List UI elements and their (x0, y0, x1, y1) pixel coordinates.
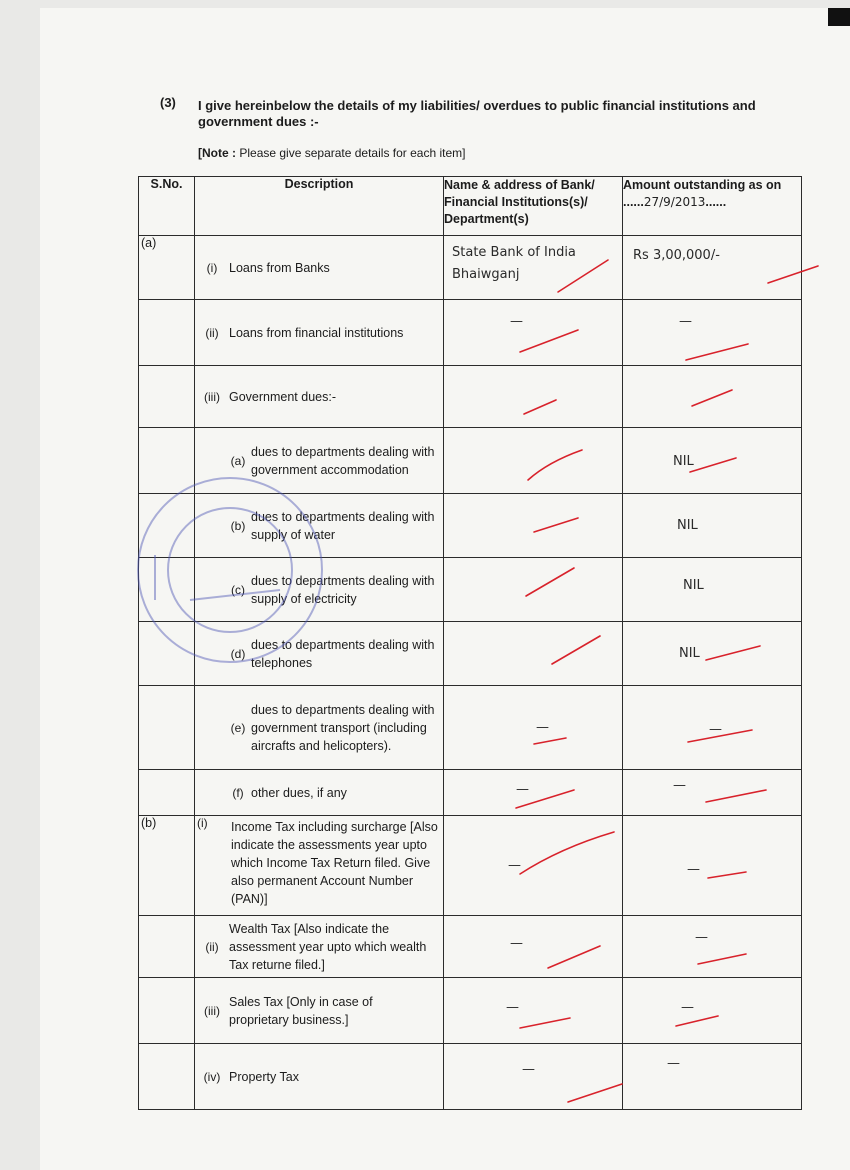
section-title: I give hereinbelow the details of my liabilities/ overdues to public financial institutions and government dues :- (198, 98, 756, 129)
amount-cell (623, 770, 802, 816)
row-number: (ii) (205, 325, 219, 340)
header-amount-dots-before: ...... (623, 195, 644, 209)
note-label: [Note : (198, 146, 236, 160)
sno-cell (139, 686, 195, 770)
handwritten-amount: — (695, 930, 708, 945)
amount-cell (623, 978, 802, 1044)
sub-number: (e) (230, 720, 246, 735)
amount-cell (623, 1044, 802, 1110)
description-text: Loans from financial institutions (229, 325, 404, 340)
amount-cell (623, 622, 802, 686)
sno-cell (139, 494, 195, 558)
amount-cell (623, 816, 802, 916)
table-row (139, 686, 802, 770)
header-amount-date: 27/9/2013 (643, 195, 706, 209)
description-cell (195, 816, 444, 916)
handwritten-amount: — (667, 1056, 680, 1071)
description-cell (195, 770, 444, 816)
table-row (139, 494, 802, 558)
sno-cell (139, 300, 195, 366)
sno-label: (a) (141, 236, 157, 250)
handwritten-bank: — (510, 936, 523, 951)
description-cell (195, 300, 444, 366)
description-text: dues to departments dealing with supply of water (251, 509, 435, 542)
amount-cell (623, 236, 802, 300)
description-cell (195, 428, 444, 494)
description-text: dues to departments dealing with telephones (251, 637, 435, 670)
handwritten-bank: State Bank of India Bhaiwganj (452, 245, 576, 282)
bank-cell (444, 978, 623, 1044)
description-text: Government dues:- (229, 389, 336, 404)
description-cell (195, 558, 444, 622)
sno-cell (139, 1044, 195, 1110)
bank-cell (444, 816, 623, 916)
handwritten-bank: — (536, 720, 549, 735)
header-bank: Name & address of Bank/ Financial Institutions(s)/ Department(s) (444, 177, 623, 236)
sno-cell (139, 366, 195, 428)
table-row (139, 558, 802, 622)
bank-cell (444, 916, 623, 978)
row-number: (iii) (204, 1003, 220, 1018)
description-text: other dues, if any (251, 785, 347, 800)
amount-cell (623, 366, 802, 428)
handwritten-bank: — (508, 858, 521, 873)
handwritten-amount: — (673, 778, 686, 793)
amount-cell (623, 428, 802, 494)
sno-cell (139, 558, 195, 622)
row-number: (iv) (203, 1069, 221, 1084)
amount-cell (623, 494, 802, 558)
bank-cell (444, 686, 623, 770)
handwritten-amount: — (679, 314, 692, 329)
sno-cell (139, 816, 195, 916)
description-text: Income Tax including surcharge [Also indicate the assessments year upto which Income Tax Return filed. Give also permanent Account Number (PAN)] (231, 820, 438, 906)
handwritten-amount: NIL (679, 646, 700, 661)
handwritten-amount: — (709, 722, 722, 737)
scan-edge (828, 8, 850, 26)
table-row (139, 300, 802, 366)
description-cell (195, 686, 444, 770)
table-row (139, 770, 802, 816)
amount-cell (623, 558, 802, 622)
sno-cell (139, 978, 195, 1044)
table-row (139, 978, 802, 1044)
bank-cell (444, 236, 623, 300)
bank-cell (444, 622, 623, 686)
row-number: (iii) (204, 389, 220, 404)
description-cell (195, 236, 444, 300)
amount-cell (623, 300, 802, 366)
sub-number: (a) (230, 453, 246, 468)
description-text: Loans from Banks (229, 260, 330, 275)
sub-number: (d) (230, 646, 246, 661)
sno-cell (139, 622, 195, 686)
sno-cell (139, 236, 195, 300)
description-cell (195, 622, 444, 686)
bank-cell (444, 300, 623, 366)
header-row (139, 177, 802, 236)
description-text: dues to departments dealing with government accommodation (251, 444, 435, 477)
bank-cell (444, 558, 623, 622)
description-cell (195, 1044, 444, 1110)
row-number: (ii) (205, 939, 219, 954)
sub-number: (c) (231, 582, 245, 597)
handwritten-amount: NIL (677, 518, 698, 533)
handwritten-bank: — (510, 314, 523, 329)
note (198, 146, 465, 160)
bank-cell (444, 494, 623, 558)
handwritten-amount: NIL (673, 454, 694, 469)
header-amount (623, 177, 802, 236)
description-cell (195, 916, 444, 978)
bank-cell (444, 366, 623, 428)
note-text: Please give separate details for each item] (239, 146, 466, 160)
sno-label: (b) (141, 816, 157, 830)
handwritten-amount: — (681, 1000, 694, 1015)
sno-cell (139, 428, 195, 494)
sub-number: (f) (232, 785, 244, 800)
handwritten-amount: — (687, 862, 700, 877)
table-row (139, 916, 802, 978)
description-cell (195, 978, 444, 1044)
handwritten-bank: — (522, 1062, 535, 1077)
section-number: (3) (160, 95, 176, 110)
description-text: dues to departments dealing with government transport (including aircrafts and helicopters). (251, 702, 435, 753)
header-amount-dots-after: ...... (705, 195, 727, 209)
bank-cell (444, 770, 623, 816)
bank-cell (444, 1044, 623, 1110)
row-number: (i) (206, 260, 218, 275)
table-row (139, 816, 802, 916)
amount-cell (623, 916, 802, 978)
description-cell (195, 366, 444, 428)
sub-number: (b) (230, 518, 246, 533)
sno-cell (139, 770, 195, 816)
handwritten-bank: — (506, 1000, 519, 1015)
handwritten-amount: Rs 3,00,000/- (633, 248, 720, 263)
handwritten-amount: NIL (683, 578, 704, 593)
amount-cell (623, 686, 802, 770)
liabilities-table (138, 176, 802, 1110)
bank-cell (444, 428, 623, 494)
description-text: Property Tax (229, 1069, 299, 1084)
table-row (139, 236, 802, 300)
handwritten-bank: — (516, 782, 529, 797)
table-row (139, 622, 802, 686)
header-sno: S.No. (139, 177, 195, 236)
table-row (139, 1044, 802, 1110)
row-number: (i) (197, 816, 208, 830)
header-description: Description (195, 177, 444, 236)
table-row (139, 366, 802, 428)
header-amount-label: Amount outstanding as on (623, 178, 782, 192)
description-text: Sales Tax [Only in case of proprietary business.] (229, 994, 373, 1027)
table-row (139, 428, 802, 494)
description-text: dues to departments dealing with supply of electricity (251, 573, 435, 606)
description-text: Wealth Tax [Also indicate the assessment year upto which wealth Tax returne filed.] (229, 921, 427, 972)
sno-cell (139, 916, 195, 978)
description-cell (195, 494, 444, 558)
